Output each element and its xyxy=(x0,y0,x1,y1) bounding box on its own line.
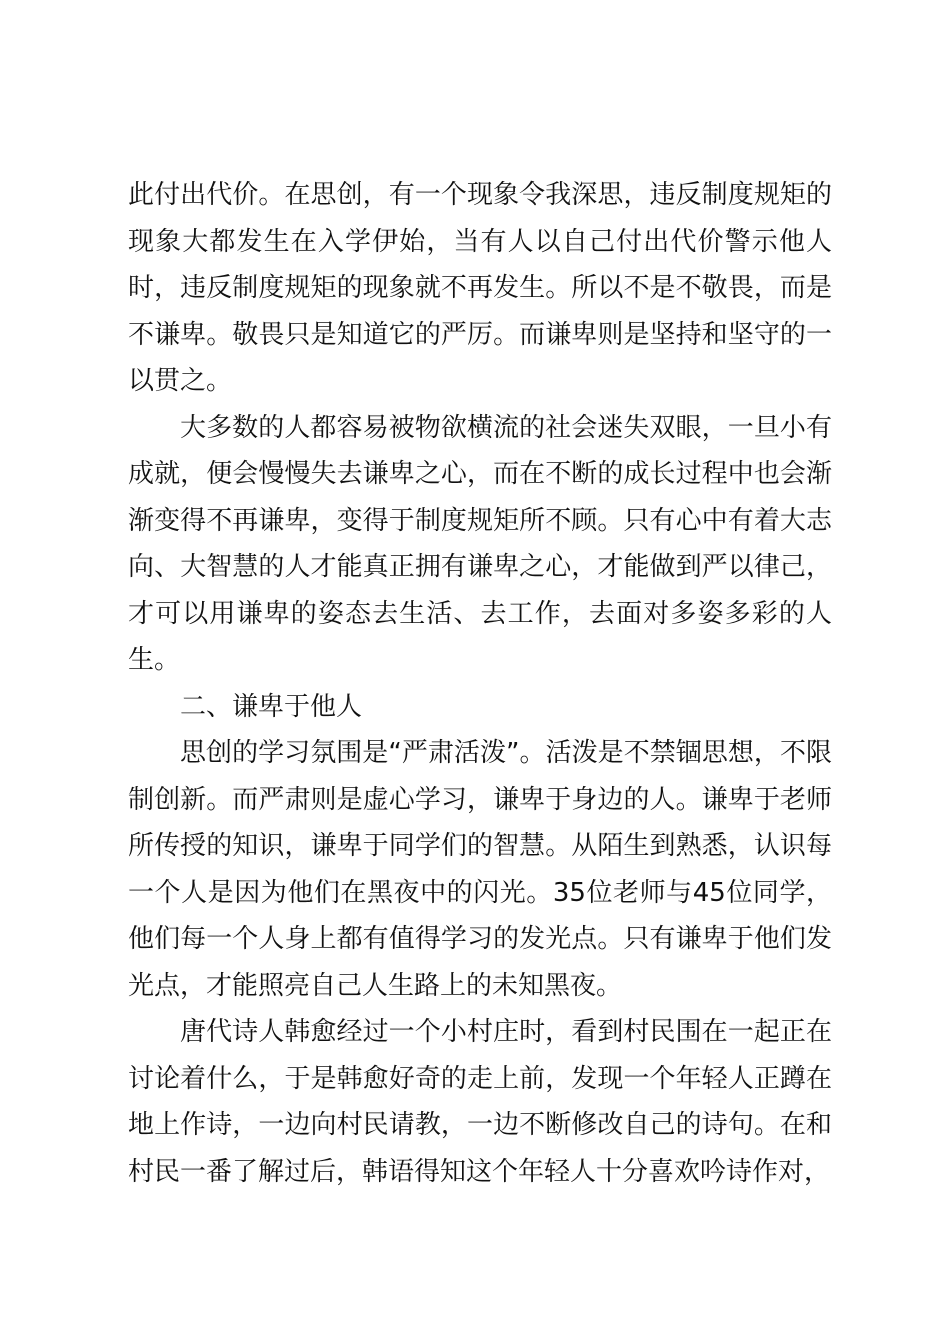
paragraph-continuation: 此付出代价。在思创，有一个现象令我深思，违反制度规矩的现象大都发生在入学伊始，当有人以自己付出代价警示他人时，违反制度规矩的现象就不再发生。所以不是不敬畏，而是不谦卑。敬畏只是知道它的严厉。而谦卑则是坚持和坚守的一以贯之。 xyxy=(128,180,832,396)
paragraph-han-yu-story: 唐代诗人韩愈经过一个小村庄时，看到村民围在一起正在讨论着什么，于是韩愈好奇的走上前，发现一个年轻人正蹲在地上作诗，一边向村民请教，一边不断修改自己的诗句。在和村民一番了解过后，韩语得知这个年轻人十分喜欢吟诗作对， xyxy=(128,1017,832,1187)
document-body xyxy=(128,172,832,1195)
paragraph-learning-atmosphere: 思创的学习氛围是“严肃活泼”。活泼是不禁锢思想，不限制创新。而严肃则是虚心学习，谦卑于身边的人。谦卑于老师所传授的知识，谦卑于同学们的智慧。从陌生到熟悉，认识每一个人是因为他们在黑夜中的闪光。35位老师与45位同学，他们每一个人身上都有值得学习的发光点。只有谦卑于他们发光点，才能照亮自己人生路上的未知黑夜。 xyxy=(128,738,832,1001)
section-heading: 二、谦卑于他人 xyxy=(180,691,363,722)
paragraph-humility-society: 大多数的人都容易被物欲横流的社会迷失双眼，一旦小有成就，便会慢慢失去谦卑之心，而在不断的成长过程中也会渐渐变得不再谦卑，变得于制度规矩所不顾。只有心中有着大志向、大智慧的人才能真正拥有谦卑之心，才能做到严以律己，才可以用谦卑的姿态去生活、去工作，去面对多姿多彩的人生。 xyxy=(128,412,832,675)
